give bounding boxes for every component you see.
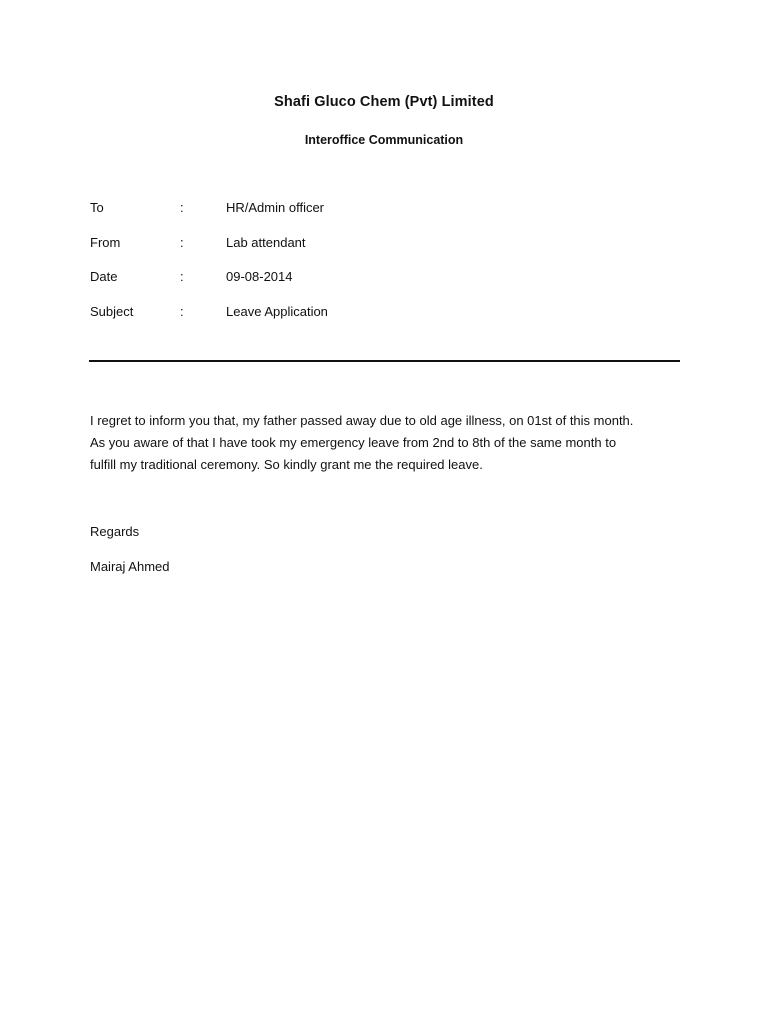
memo-heading: Interoffice Communication (304, 133, 464, 147)
field-row-from (90, 235, 680, 253)
field-value-from: Lab attendant (226, 235, 306, 250)
signature-name: Mairaj Ahmed (90, 559, 170, 574)
field-colon: : (180, 200, 184, 215)
body-line: fulfill my traditional ceremony. So kindly grant me the required leave. (90, 457, 483, 472)
company-title: Shafi Gluco Chem (Pvt) Limited (274, 94, 494, 110)
field-row-subject (90, 304, 680, 322)
closing-text: Regards (90, 524, 140, 539)
field-colon: : (180, 304, 184, 319)
field-row-to (90, 200, 680, 218)
field-label-from: From (90, 235, 121, 250)
memo-body (90, 410, 690, 476)
field-colon: : (180, 235, 184, 250)
field-label-date: Date (90, 269, 118, 284)
field-label-subject: Subject (90, 304, 134, 319)
body-line: As you aware of that I have took my emergency leave from 2nd to 8th of the same month to (90, 435, 617, 450)
field-row-date (90, 269, 680, 287)
body-line: I regret to inform you that, my father passed away due to old age illness, on 01st of this month. (90, 413, 634, 428)
field-label-to: To (90, 200, 104, 215)
header-divider (89, 360, 680, 362)
field-colon: : (180, 269, 184, 284)
field-value-to: HR/Admin officer (226, 200, 325, 215)
field-value-date: 09-08-2014 (226, 269, 293, 284)
field-value-subject: Leave Application (226, 304, 328, 319)
